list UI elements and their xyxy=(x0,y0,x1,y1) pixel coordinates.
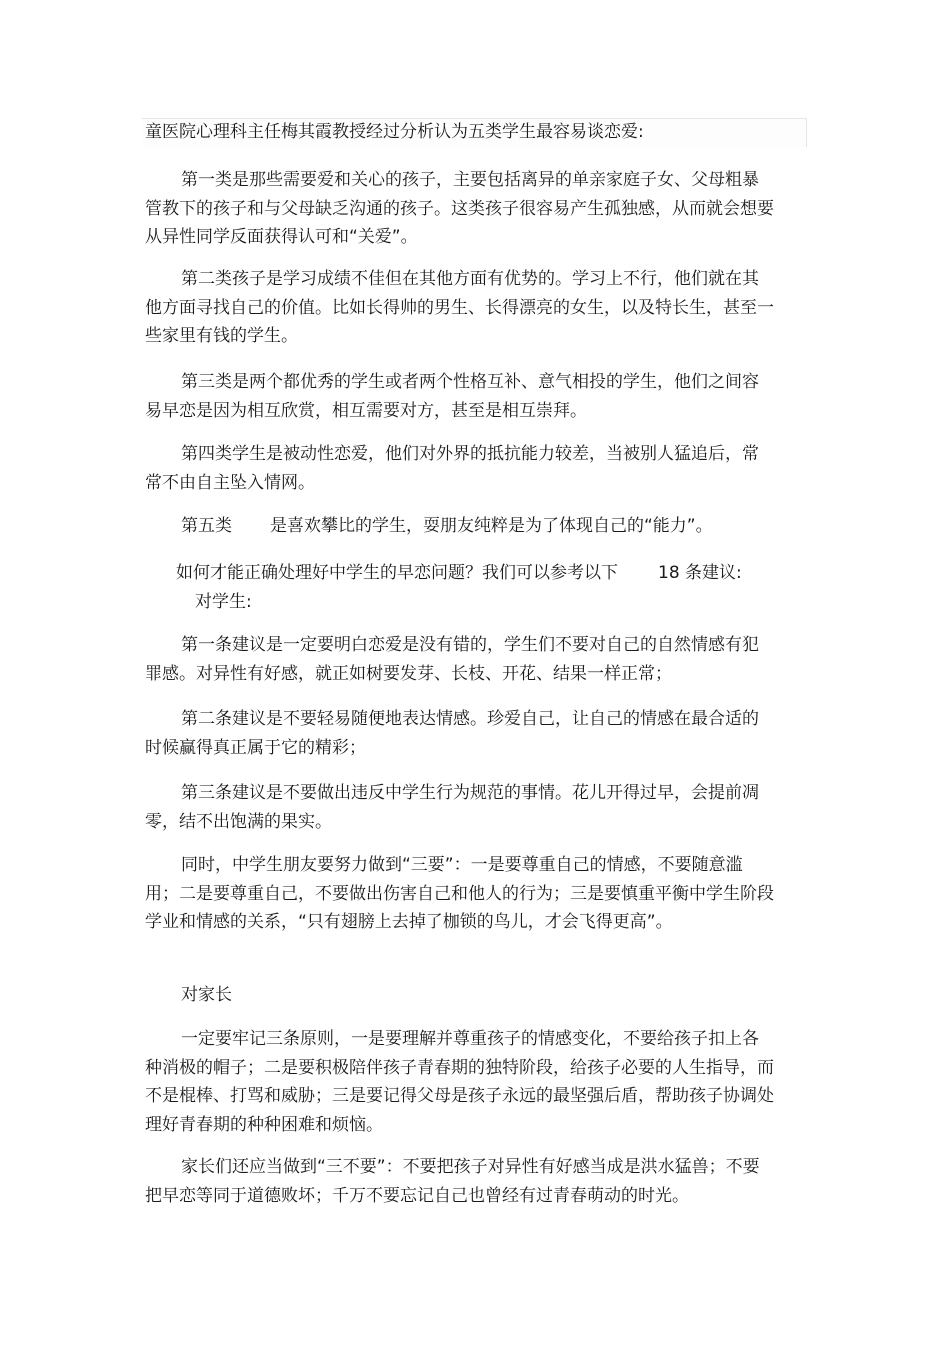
category-1-paragraph: 第一类是那些需要爱和关心的孩子，主要包括离异的单亲家庭子女、父母粗暴管教下的孩子和与父母缺乏沟通的孩子。这类孩子很容易产生孤独感，从而就会想要从异性同学反面获得认可和“关爱”。 xyxy=(145,170,774,248)
category-3-paragraph: 第三类是两个都优秀的学生或者两个性格互补、意气相投的学生，他们之间容易早恋是因为相互欣赏，相互需要对方，甚至是相互崇拜。 xyxy=(145,372,759,421)
students-heading: 对学生: xyxy=(195,592,252,612)
parent-three-donts: 家长们还应当做到“三不要”：不要把孩子对异性有好感当成是洪水猛兽；不要把早恋等同于道德败坏；千万不要忘记自己也曾经有过青春萌动的时光。 xyxy=(145,1157,760,1206)
category-5-text: 是喜欢攀比的学生，耍朋友纯粹是为了体现自己的“能力”。 xyxy=(270,516,713,536)
category-5-label: 第五类 xyxy=(181,516,232,536)
student-three-musts: 同时，中学生朋友要努力做到“三要”：一是要尊重自己的情感，不要随意滥用；二是要尊重自己，不要做出伤害自己和他人的行为；三是要慎重平衡中学生阶段学业和情感的关系，“只有翅膀上去掉了枷锁的鸟儿，才会飞得更高”。 xyxy=(145,855,774,933)
category-5-line xyxy=(181,515,713,537)
student-advice-2: 第二条建议是不要轻易随便地表达情感。珍爱自己，让自己的情感在最合适的时候赢得真正属于它的精彩； xyxy=(145,709,759,758)
parents-heading: 对家长 xyxy=(181,985,232,1005)
advice-intro-text: 如何才能正确处理好中学生的早恋问题？我们可以参考以下 xyxy=(176,563,618,583)
advice-count-text: 18 条建议: xyxy=(658,563,742,583)
student-advice-3: 第三条建议是不要做出违反中学生行为规范的事情。花儿开得过早，会提前凋零，结不出饱满的果实。 xyxy=(145,783,759,832)
advice-intro-line xyxy=(176,562,742,584)
category-4-paragraph: 第四类学生是被动性恋爱，他们对外界的抵抗能力较差，当被别人猛追后，常常不由自主坠入情网。 xyxy=(145,444,759,493)
parent-advice-1: 一定要牢记三条原则，一是要理解并尊重孩子的情感变化，不要给孩子扣上各种消极的帽子；二是要积极陪伴孩子青春期的独特阶段，给孩子必要的人生指导，而不是棍棒、打骂和威胁；三是要记得父母是孩子永远的最坚强后盾，帮助孩子协调处理好青春期的种种困难和烦恼。 xyxy=(145,1029,774,1135)
category-2-paragraph: 第二类孩子是学习成绩不佳但在其他方面有优势的。学习上不行，他们就在其他方面寻找自己的价值。比如长得帅的男生、长得漂亮的女生，以及特长生，甚至一些家里有钱的学生。 xyxy=(145,269,774,347)
student-advice-1: 第一条建议是一定要明白恋爱是没有错的，学生们不要对自己的自然情感有犯罪感。对异性有好感，就正如树要发芽、长枝、开花、结果一样正常； xyxy=(145,635,759,684)
header-text: 童医院心理科主任梅其霞教授经过分析认为五类学生最容易谈恋爱: xyxy=(145,122,644,142)
